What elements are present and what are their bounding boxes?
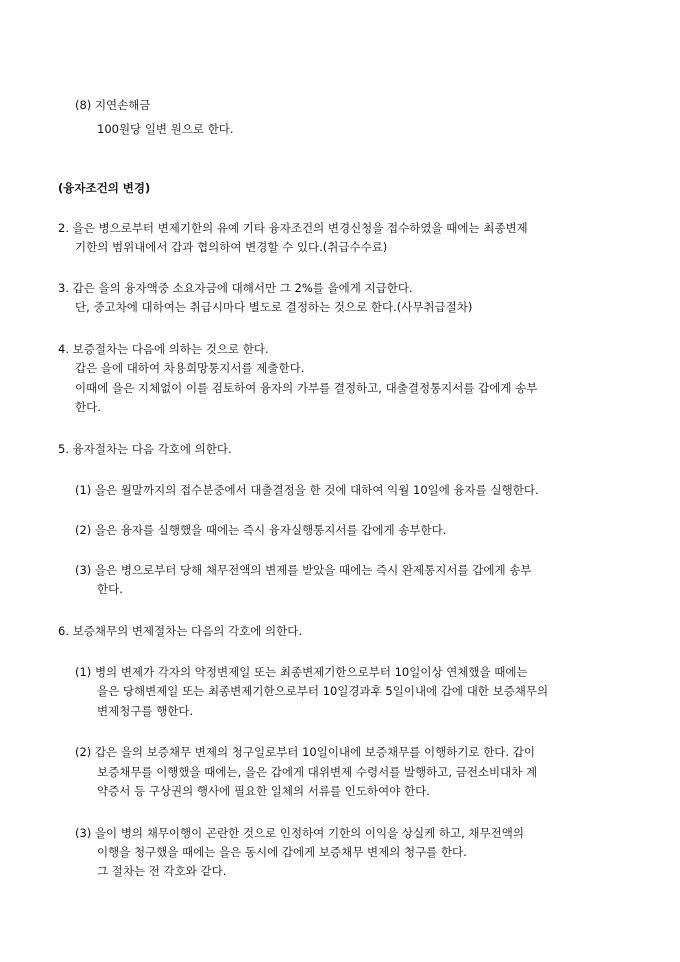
para-6-item-3-line-2: 이행을 청구했을 때에는 을은 동시에 갑에게 보증채무 변제의 청구를 한다. <box>97 845 467 859</box>
para-5-item-1: (1) 을은 월말까지의 접수분중에서 대출결정을 한 것에 대하여 익월 10일에 융자를 실행한다. <box>75 483 539 497</box>
para-6-item-2-line-2: 보증채무를 이행했을 때에는, 을은 갑에게 대위변제 수령서를 발행하고, 금전소비대차 계 <box>97 765 538 779</box>
para-2-line-1: 2. 을은 병으로부터 변제기한의 유예 기타 융자조건의 변경신청을 접수하였을 때에는 최종변제 <box>58 221 528 235</box>
item8-title: (8) 지연손해금 <box>75 98 151 112</box>
para-6-item-2-line-3: 약증서 등 구상권의 행사에 필요한 일체의 서류를 인도하여야 한다. <box>97 784 430 798</box>
para-6-item-3-line-3: 그 절차는 전 각호와 같다. <box>97 864 227 878</box>
para-6-item-3-line-1: (3) 을이 병의 채무이행이 곤란한 것으로 인정하여 기한의 이익을 상실케 하고, 채무전액의 <box>75 826 524 840</box>
para-6-item-1-line-3: 변제청구를 행한다. <box>97 704 194 718</box>
para-4-line-3: 이때에 을은 지체없이 이를 검토하여 융자의 가부를 결정하고, 대출결정통지서를 갑에게 송부 <box>75 381 538 395</box>
para-6-item-1-line-2: 을은 당해변제일 또는 최종변제기한으로부터 10일경과후 5일이내에 갑에 대한 보증채무의 <box>97 684 549 698</box>
para-2-line-2: 기한의 범위내에서 갑과 협의하여 변경할 수 있다.(취급수수료) <box>75 240 388 254</box>
para-6-line-1: 6. 보증채무의 변제절차는 다음의 각호에 의한다. <box>58 624 302 638</box>
para-5-line-1: 5. 융자절차는 다음 각호에 의한다. <box>58 442 232 456</box>
item8-text: 100원당 일변 원으로 한다. <box>97 122 234 136</box>
para-3-line-2: 단, 중고차에 대하여는 취급시마다 별도로 결정하는 것으로 한다.(사무취급절차) <box>75 300 473 314</box>
para-4-line-1: 4. 보증절차는 다음에 의하는 것으로 한다. <box>58 342 269 356</box>
section-heading: (융자조건의 변경) <box>58 181 151 195</box>
para-3-line-1: 3. 갑은 을의 융자액중 소요자금에 대해서만 그 2%를 을에게 지급한다. <box>58 281 413 295</box>
para-5-item-3-line-1: (3) 을은 병으로부터 당해 채무전액의 변제를 받았을 때에는 즉시 완제통지서를 갑에게 송부 <box>75 563 532 577</box>
para-4-line-2: 갑은 을에 대하여 차용희망통지서를 제출한다. <box>75 361 305 375</box>
para-5-item-3-line-2: 한다. <box>97 582 123 596</box>
para-6-item-2-line-1: (2) 갑은 을의 보증채무 변제의 청구일로부터 10일이내에 보증채무를 이행하기로 한다. 갑이 <box>75 745 535 759</box>
para-4-line-4: 한다. <box>75 400 101 414</box>
para-5-item-2: (2) 을은 융자를 실행했을 때에는 즉시 융자실행통지서를 갑에게 송부한다. <box>75 523 447 537</box>
para-6-item-1-line-1: (1) 병의 변제가 각자의 약정변제일 또는 최종변제기한으로부터 10일이상 연체했을 때에는 <box>75 665 528 679</box>
